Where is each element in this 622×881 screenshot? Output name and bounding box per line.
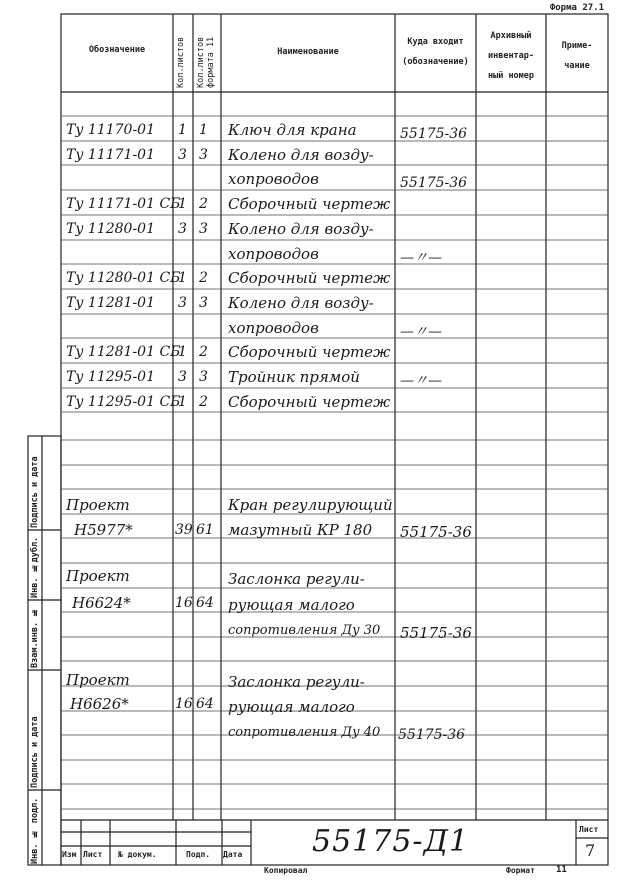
side-inv-dubl: Инв. №дубл. (30, 536, 40, 598)
project-name-3: сопротивления Ду 40 (228, 725, 381, 740)
row-sheets-format: 1 (199, 122, 208, 138)
row-sheets-format: 3 (199, 369, 208, 385)
row-name: Колено для возду- (228, 145, 374, 164)
tb-list: Лист (83, 850, 103, 859)
row-sheets-format: 3 (199, 220, 208, 237)
row-where-used: —〃— (400, 323, 442, 340)
row-name: Ключ для крана (228, 121, 357, 139)
project-name-2: рующая малого (228, 596, 355, 614)
row-designation: Ту 11170-01 (66, 122, 155, 138)
tb-sheet-label: Лист (579, 825, 599, 834)
form-label: Форма 27.1 (549, 3, 604, 13)
project-name-3: сопротивления Ду 30 (228, 623, 381, 638)
row-name: хопроводов (228, 318, 319, 337)
row-designation: Ту 11280-01 (66, 220, 155, 237)
row-sheets-format: 3 (199, 294, 208, 311)
row-sheets-format: 2 (199, 196, 208, 213)
project-where-used: 55175-36 (400, 624, 472, 642)
project-number: Н5977* (74, 521, 133, 539)
row-designation: Ту 11281-01 СБ (66, 344, 181, 361)
row-sheets: 1 (178, 122, 187, 138)
row-name: хопроводов (228, 170, 319, 189)
row-designation: Ту 11280-01 СБ (66, 270, 181, 287)
header-where-used-1: Куда входит (407, 37, 464, 47)
project-number: Н6624* (72, 594, 131, 612)
row-sheets-format: 3 (199, 146, 208, 163)
row-sheets: 1 (178, 196, 187, 213)
project-name-1: Заслонка регули- (228, 570, 365, 588)
row-name: Колено для возду- (228, 219, 374, 238)
project-number: Н6626* (70, 695, 129, 713)
side-sign-date-2: Подпись и дата (30, 716, 40, 788)
project-sheets-format: 64 (196, 595, 214, 611)
project-name-1: Заслонка регули- (228, 673, 365, 691)
project-sheets-format: 61 (196, 522, 214, 538)
row-designation: Ту 11295-01 (66, 369, 155, 385)
tb-doc-no: № докум. (118, 850, 157, 859)
tb-sheet-no: 7 (585, 841, 596, 860)
tb-date: Дата (223, 850, 243, 859)
row-sheets: 1 (178, 344, 187, 361)
row-where-used: —〃— (400, 373, 442, 389)
row-sheets: 3 (178, 294, 187, 311)
row-where-used: 55175-36 (400, 126, 468, 142)
row-name: Сборочный чертеж (228, 269, 391, 288)
project-name-2: рующая малого (228, 698, 355, 716)
header-note-1: Приме- (561, 41, 593, 51)
row-designation: Ту 11171-01 СБ (66, 196, 181, 213)
row-where-used: —〃— (400, 249, 442, 266)
project-label: Проект (66, 496, 130, 514)
row-name: Сборочный чертеж (228, 343, 391, 362)
tb-designation: 55175-Д1 (312, 824, 470, 859)
project-label: Проект (66, 671, 130, 689)
row-designation: Ту 11281-01 (66, 294, 155, 311)
row-sheets: 3 (178, 146, 187, 163)
row-name: Тройник прямой (228, 368, 360, 386)
side-inv-podl: Инв. № подл. (30, 797, 40, 864)
header-name: Наименование (277, 47, 339, 57)
header-archive-2: инвентар- (487, 51, 535, 61)
header-sheets: Кол.листов (176, 36, 186, 88)
footer-format-label: Формат (506, 866, 535, 875)
header-sheets-format: Кол.листов формата 11 (196, 36, 216, 88)
header-archive-1: Архивный (490, 31, 532, 41)
row-designation: Ту 11171-01 (66, 146, 155, 163)
header-note-2: чание (564, 61, 590, 71)
row-name: Сборочный чертеж (228, 392, 391, 411)
row-sheets: 3 (178, 220, 187, 237)
header-where-used-2: (обозначение) (402, 57, 469, 67)
footer-copied: Копировал (264, 866, 308, 875)
row-sheets-format: 2 (199, 393, 208, 410)
header-archive-3: ный номер (487, 71, 535, 81)
project-sheets: 16 (175, 696, 193, 712)
tb-podp: Подп. (186, 850, 211, 859)
row-designation: Ту 11295-01 СБ (66, 393, 181, 410)
row-sheets: 1 (178, 393, 187, 410)
project-where-used: 55175-36 (398, 727, 466, 743)
side-sign-date-1: Подпись и дата (30, 456, 40, 528)
project-sheets-format: 64 (196, 696, 214, 712)
row-sheets: 1 (178, 270, 187, 287)
footer-format-value: 11 (556, 865, 567, 875)
project-name-2: мазутный КР 180 (228, 521, 373, 539)
header-designation: Обозначение (88, 45, 146, 55)
row-sheets-format: 2 (199, 270, 208, 287)
tb-izm: Изм (62, 850, 77, 859)
row-sheets-format: 2 (199, 344, 208, 361)
row-name: Колено для возду- (228, 293, 374, 312)
row-sheets: 3 (178, 369, 187, 385)
row-name: Сборочный чертеж (228, 195, 391, 214)
project-name-1: Кран регулирующий (228, 496, 393, 514)
row-where-used: 55175-36 (400, 175, 468, 192)
project-label: Проект (66, 567, 130, 585)
project-sheets: 39 (175, 522, 193, 538)
project-where-used: 55175-36 (400, 523, 472, 541)
row-name: хопроводов (228, 244, 319, 263)
project-sheets: 16 (175, 595, 193, 611)
side-vzam-inv: Взам.инв. № (30, 606, 40, 668)
